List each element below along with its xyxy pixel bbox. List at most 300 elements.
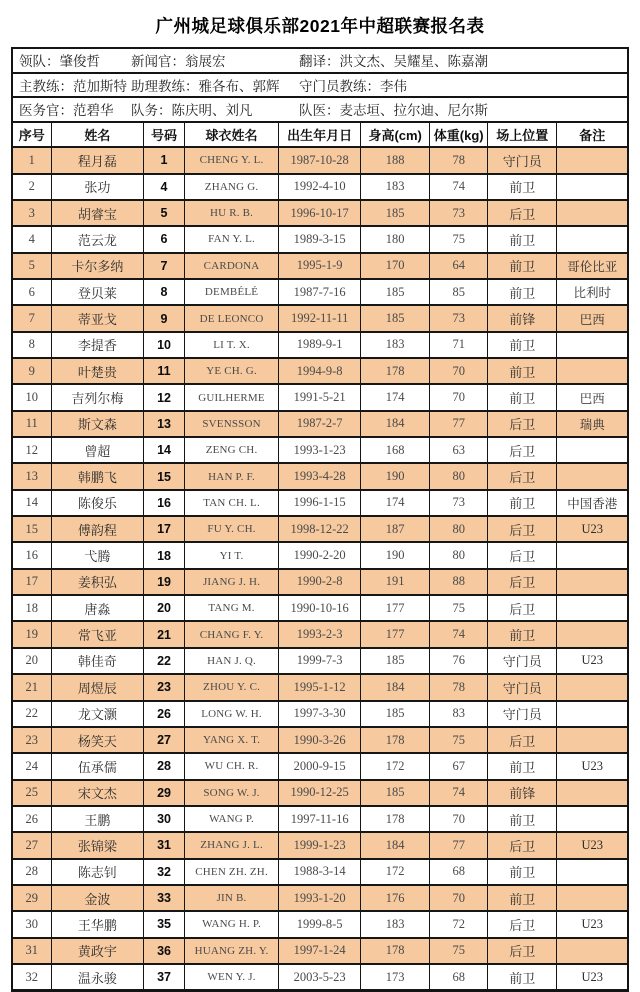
cell-note — [557, 621, 627, 647]
staff-row-3 — [13, 98, 627, 123]
cell-note: 瑞典 — [557, 411, 627, 437]
cell-no: 21 — [13, 674, 51, 700]
cell-name: 龙文灏 — [51, 701, 144, 727]
cell-jersey: TANG M. — [184, 595, 279, 621]
cell-number: 1 — [144, 147, 185, 173]
cell-name: 程月磊 — [51, 147, 144, 173]
cell-number: 20 — [144, 595, 185, 621]
cell-name: 王鹏 — [51, 806, 144, 832]
cell-birth: 1987-2-7 — [279, 411, 361, 437]
cell-jersey: LI T. X. — [184, 332, 279, 358]
cell-jersey: HAN P. F. — [184, 463, 279, 489]
cell-jersey: TAN CH. L. — [184, 490, 279, 516]
cell-height: 172 — [360, 753, 429, 779]
cell-no: 31 — [13, 938, 51, 964]
cell-number: 6 — [144, 226, 185, 252]
cell-position: 后卫 — [488, 911, 557, 937]
cell-position: 前卫 — [488, 384, 557, 410]
cell-jersey: GUILHERME — [184, 384, 279, 410]
cell-birth: 1987-7-16 — [279, 279, 361, 305]
cell-name: 张功 — [51, 174, 144, 200]
cell-jersey: FAN Y. L. — [184, 226, 279, 252]
cell-position: 后卫 — [488, 200, 557, 226]
cell-birth: 1999-7-3 — [279, 648, 361, 674]
cell-no: 17 — [13, 569, 51, 595]
cell-jersey: SONG W. J. — [184, 780, 279, 806]
cell-note: U23 — [557, 911, 627, 937]
cell-weight: 63 — [430, 437, 488, 463]
cell-name: 曾超 — [51, 437, 144, 463]
cell-position: 前卫 — [488, 885, 557, 911]
cell-weight: 80 — [430, 516, 488, 542]
cell-position: 守门员 — [488, 701, 557, 727]
cell-no: 2 — [13, 174, 51, 200]
cell-note: 比利时 — [557, 279, 627, 305]
cell-height: 174 — [360, 384, 429, 410]
page-title: 广州城足球俱乐部2021年中超联赛报名表 — [155, 16, 485, 36]
cell-number: 29 — [144, 780, 185, 806]
cell-number: 15 — [144, 463, 185, 489]
cell-jersey: YI T. — [184, 542, 279, 568]
cell-position: 前卫 — [488, 621, 557, 647]
column-header: 体重(kg) — [430, 123, 488, 148]
cell-no: 24 — [13, 753, 51, 779]
cell-birth: 1993-1-20 — [279, 885, 361, 911]
cell-height: 185 — [360, 279, 429, 305]
cell-number: 17 — [144, 516, 185, 542]
cell-birth: 1997-3-30 — [279, 701, 361, 727]
cell-weight: 70 — [430, 358, 488, 384]
table-row — [13, 964, 627, 990]
cell-name: 韩佳奇 — [51, 648, 144, 674]
cell-jersey: HUANG ZH. Y. — [184, 938, 279, 964]
staff-row-1 — [13, 49, 627, 74]
cell-weight: 68 — [430, 859, 488, 885]
cell-height: 177 — [360, 595, 429, 621]
cell-weight: 76 — [430, 648, 488, 674]
table-row — [13, 569, 627, 595]
cell-jersey: HU R. B. — [184, 200, 279, 226]
staff-entry: 守门员教练：李伟 — [299, 78, 407, 94]
cell-position: 守门员 — [488, 147, 557, 173]
cell-note — [557, 200, 627, 226]
cell-jersey: CARDONA — [184, 253, 279, 279]
cell-name: 斯文森 — [51, 411, 144, 437]
cell-jersey: YE CH. G. — [184, 358, 279, 384]
cell-birth: 1995-1-9 — [279, 253, 361, 279]
cell-name: 李提香 — [51, 332, 144, 358]
cell-note — [557, 463, 627, 489]
cell-name: 陈志钊 — [51, 859, 144, 885]
cell-no: 30 — [13, 911, 51, 937]
cell-name: 蒂亚戈 — [51, 305, 144, 331]
cell-no: 29 — [13, 885, 51, 911]
cell-number: 27 — [144, 727, 185, 753]
table-row — [13, 332, 627, 358]
staff-entry: 医务官：范碧华 — [19, 103, 114, 119]
cell-jersey: WANG P. — [184, 806, 279, 832]
cell-jersey: CHENG Y. L. — [184, 147, 279, 173]
cell-birth: 1999-8-5 — [279, 911, 361, 937]
staff-entry: 队医：麦志垣、拉尔迪、尼尔斯 — [299, 103, 488, 119]
cell-height: 190 — [360, 463, 429, 489]
cell-height: 183 — [360, 332, 429, 358]
cell-jersey: FU Y. CH. — [184, 516, 279, 542]
staff-entry: 助理教练：雅各布、郭辉 — [131, 78, 280, 94]
cell-height: 185 — [360, 648, 429, 674]
cell-name: 吉列尔梅 — [51, 384, 144, 410]
cell-position: 后卫 — [488, 595, 557, 621]
cell-name: 弋腾 — [51, 542, 144, 568]
cell-no: 27 — [13, 832, 51, 858]
cell-height: 178 — [360, 727, 429, 753]
cell-position: 前锋 — [488, 305, 557, 331]
cell-position: 前卫 — [488, 253, 557, 279]
cell-height: 180 — [360, 226, 429, 252]
cell-name: 周煜辰 — [51, 674, 144, 700]
cell-position: 前锋 — [488, 780, 557, 806]
cell-height: 177 — [360, 621, 429, 647]
cell-number: 11 — [144, 358, 185, 384]
cell-weight: 68 — [430, 964, 488, 990]
table-row — [13, 200, 627, 226]
cell-note — [557, 701, 627, 727]
cell-birth: 1987-10-28 — [279, 147, 361, 173]
table-row — [13, 542, 627, 568]
table-row — [13, 859, 627, 885]
cell-height: 185 — [360, 200, 429, 226]
cell-name: 卡尔多纳 — [51, 253, 144, 279]
cell-birth: 1996-10-17 — [279, 200, 361, 226]
cell-weight: 75 — [430, 938, 488, 964]
cell-position: 前卫 — [488, 964, 557, 990]
cell-name: 张锦梁 — [51, 832, 144, 858]
cell-name: 王华鹏 — [51, 911, 144, 937]
cell-height: 174 — [360, 490, 429, 516]
cell-note: U23 — [557, 753, 627, 779]
cell-jersey: CHANG F. Y. — [184, 621, 279, 647]
cell-birth: 1995-1-12 — [279, 674, 361, 700]
cell-birth: 1989-9-1 — [279, 332, 361, 358]
cell-birth: 1992-4-10 — [279, 174, 361, 200]
cell-note: U23 — [557, 832, 627, 858]
cell-no: 11 — [13, 411, 51, 437]
table-row — [13, 516, 627, 542]
cell-number: 7 — [144, 253, 185, 279]
cell-birth: 2003-5-23 — [279, 964, 361, 990]
cell-number: 14 — [144, 437, 185, 463]
column-header: 备注 — [557, 123, 627, 148]
cell-no: 20 — [13, 648, 51, 674]
cell-number: 26 — [144, 701, 185, 727]
table-row — [13, 674, 627, 700]
cell-note: 巴西 — [557, 384, 627, 410]
cell-no: 26 — [13, 806, 51, 832]
cell-birth: 1996-1-15 — [279, 490, 361, 516]
cell-position: 前卫 — [488, 358, 557, 384]
cell-no: 13 — [13, 463, 51, 489]
staff-section — [13, 49, 627, 123]
cell-birth: 2000-9-15 — [279, 753, 361, 779]
cell-note — [557, 885, 627, 911]
table-row — [13, 938, 627, 964]
cell-name: 温永骏 — [51, 964, 144, 990]
cell-name: 范云龙 — [51, 226, 144, 252]
cell-birth: 1994-9-8 — [279, 358, 361, 384]
staff-entry: 主教练：范加斯特 — [19, 78, 127, 94]
staff-entry: 队务：陈庆明、刘凡 — [131, 103, 253, 119]
table-row — [13, 147, 627, 173]
cell-no: 15 — [13, 516, 51, 542]
cell-no: 19 — [13, 621, 51, 647]
cell-weight: 72 — [430, 911, 488, 937]
cell-birth: 1990-10-16 — [279, 595, 361, 621]
cell-number: 13 — [144, 411, 185, 437]
cell-no: 4 — [13, 226, 51, 252]
cell-weight: 70 — [430, 384, 488, 410]
column-header: 球衣姓名 — [184, 123, 279, 148]
cell-birth: 1993-2-3 — [279, 621, 361, 647]
cell-birth: 1999-1-23 — [279, 832, 361, 858]
cell-note — [557, 595, 627, 621]
cell-number: 16 — [144, 490, 185, 516]
cell-jersey: YANG X. T. — [184, 727, 279, 753]
cell-birth: 1991-5-21 — [279, 384, 361, 410]
cell-note: U23 — [557, 964, 627, 990]
cell-weight: 77 — [430, 832, 488, 858]
cell-name: 唐淼 — [51, 595, 144, 621]
table-row — [13, 648, 627, 674]
cell-birth: 1988-3-14 — [279, 859, 361, 885]
table-row — [13, 753, 627, 779]
cell-note — [557, 569, 627, 595]
cell-note — [557, 332, 627, 358]
cell-number: 12 — [144, 384, 185, 410]
cell-birth: 1990-2-8 — [279, 569, 361, 595]
cell-weight: 78 — [430, 674, 488, 700]
cell-weight: 73 — [430, 305, 488, 331]
cell-weight: 78 — [430, 147, 488, 173]
cell-no: 10 — [13, 384, 51, 410]
cell-no: 14 — [13, 490, 51, 516]
cell-name: 常飞亚 — [51, 621, 144, 647]
cell-jersey: ZHOU Y. C. — [184, 674, 279, 700]
cell-number: 9 — [144, 305, 185, 331]
cell-height: 178 — [360, 358, 429, 384]
table-row — [13, 780, 627, 806]
cell-name: 杨笑天 — [51, 727, 144, 753]
cell-no: 3 — [13, 200, 51, 226]
cell-height: 185 — [360, 305, 429, 331]
cell-position: 后卫 — [488, 437, 557, 463]
cell-no: 16 — [13, 542, 51, 568]
cell-position: 守门员 — [488, 648, 557, 674]
cell-name: 姜积弘 — [51, 569, 144, 595]
cell-note: 中国香港 — [557, 490, 627, 516]
cell-number: 23 — [144, 674, 185, 700]
cell-birth: 1993-1-23 — [279, 437, 361, 463]
cell-position: 后卫 — [488, 569, 557, 595]
cell-birth: 1989-3-15 — [279, 226, 361, 252]
cell-number: 35 — [144, 911, 185, 937]
cell-weight: 88 — [430, 569, 488, 595]
table-row — [13, 806, 627, 832]
cell-position: 后卫 — [488, 516, 557, 542]
cell-jersey: CHEN ZH. ZH. — [184, 859, 279, 885]
table-row — [13, 595, 627, 621]
cell-position: 前卫 — [488, 332, 557, 358]
cell-position: 后卫 — [488, 832, 557, 858]
roster-table-frame — [11, 47, 629, 992]
cell-no: 1 — [13, 147, 51, 173]
table-row — [13, 384, 627, 410]
cell-note — [557, 674, 627, 700]
table-row — [13, 885, 627, 911]
cell-no: 28 — [13, 859, 51, 885]
cell-position: 后卫 — [488, 938, 557, 964]
cell-number: 37 — [144, 964, 185, 990]
cell-note — [557, 542, 627, 568]
cell-note — [557, 859, 627, 885]
table-row — [13, 226, 627, 252]
cell-weight: 75 — [430, 727, 488, 753]
header-row — [13, 123, 627, 148]
table-row — [13, 832, 627, 858]
table-row — [13, 701, 627, 727]
cell-birth: 1993-4-28 — [279, 463, 361, 489]
cell-note: U23 — [557, 648, 627, 674]
cell-number: 4 — [144, 174, 185, 200]
table-row — [13, 358, 627, 384]
cell-note — [557, 174, 627, 200]
cell-weight: 74 — [430, 780, 488, 806]
cell-weight: 74 — [430, 621, 488, 647]
cell-name: 陈俊乐 — [51, 490, 144, 516]
column-header: 序号 — [13, 123, 51, 148]
cell-no: 5 — [13, 253, 51, 279]
table-row — [13, 463, 627, 489]
cell-jersey: DEMBÉLÉ — [184, 279, 279, 305]
cell-jersey: WEN Y. J. — [184, 964, 279, 990]
cell-height: 184 — [360, 674, 429, 700]
cell-height: 185 — [360, 780, 429, 806]
cell-weight: 83 — [430, 701, 488, 727]
cell-weight: 77 — [430, 411, 488, 437]
cell-weight: 74 — [430, 174, 488, 200]
cell-position: 后卫 — [488, 542, 557, 568]
cell-name: 叶楚贵 — [51, 358, 144, 384]
cell-jersey: SVENSSON — [184, 411, 279, 437]
cell-number: 10 — [144, 332, 185, 358]
cell-position: 前卫 — [488, 859, 557, 885]
cell-weight: 70 — [430, 885, 488, 911]
cell-weight: 75 — [430, 226, 488, 252]
cell-jersey: DE LEONCO — [184, 305, 279, 331]
cell-height: 176 — [360, 885, 429, 911]
cell-height: 178 — [360, 806, 429, 832]
cell-birth: 1997-1-24 — [279, 938, 361, 964]
cell-height: 190 — [360, 542, 429, 568]
cell-name: 胡睿宝 — [51, 200, 144, 226]
cell-weight: 75 — [430, 595, 488, 621]
table-row — [13, 174, 627, 200]
column-header: 姓名 — [51, 123, 144, 148]
cell-no: 7 — [13, 305, 51, 331]
cell-height: 184 — [360, 411, 429, 437]
cell-height: 185 — [360, 701, 429, 727]
staff-row-2 — [13, 74, 627, 99]
cell-birth: 1998-12-22 — [279, 516, 361, 542]
cell-number: 33 — [144, 885, 185, 911]
cell-name: 傅韵程 — [51, 516, 144, 542]
cell-number: 31 — [144, 832, 185, 858]
cell-number: 21 — [144, 621, 185, 647]
cell-name: 金波 — [51, 885, 144, 911]
cell-number: 32 — [144, 859, 185, 885]
cell-height: 184 — [360, 832, 429, 858]
cell-position: 前卫 — [488, 279, 557, 305]
cell-name: 宋文杰 — [51, 780, 144, 806]
cell-name: 登贝莱 — [51, 279, 144, 305]
cell-jersey: LONG W. H. — [184, 701, 279, 727]
cell-weight: 73 — [430, 490, 488, 516]
cell-number: 36 — [144, 938, 185, 964]
cell-position: 前卫 — [488, 226, 557, 252]
cell-weight: 73 — [430, 200, 488, 226]
cell-position: 守门员 — [488, 674, 557, 700]
cell-number: 22 — [144, 648, 185, 674]
cell-height: 173 — [360, 964, 429, 990]
column-header: 号码 — [144, 123, 185, 148]
cell-name: 韩鹏飞 — [51, 463, 144, 489]
table-row — [13, 727, 627, 753]
cell-birth: 1992-11-11 — [279, 305, 361, 331]
cell-jersey: WANG H. P. — [184, 911, 279, 937]
cell-note — [557, 806, 627, 832]
cell-no: 23 — [13, 727, 51, 753]
cell-jersey: JIANG J. H. — [184, 569, 279, 595]
cell-number: 30 — [144, 806, 185, 832]
cell-weight: 85 — [430, 279, 488, 305]
cell-no: 32 — [13, 964, 51, 990]
cell-note: 巴西 — [557, 305, 627, 331]
cell-birth: 1990-12-25 — [279, 780, 361, 806]
cell-note — [557, 358, 627, 384]
cell-height: 191 — [360, 569, 429, 595]
cell-jersey: WU CH. R. — [184, 753, 279, 779]
cell-height: 178 — [360, 938, 429, 964]
cell-note — [557, 780, 627, 806]
cell-jersey: HAN J. Q. — [184, 648, 279, 674]
cell-height: 187 — [360, 516, 429, 542]
table-row — [13, 437, 627, 463]
cell-weight: 71 — [430, 332, 488, 358]
cell-position: 后卫 — [488, 411, 557, 437]
cell-note — [557, 437, 627, 463]
cell-weight: 67 — [430, 753, 488, 779]
cell-height: 172 — [360, 859, 429, 885]
cell-note — [557, 226, 627, 252]
table-row — [13, 490, 627, 516]
cell-number: 19 — [144, 569, 185, 595]
cell-height: 183 — [360, 174, 429, 200]
table-row — [13, 621, 627, 647]
cell-no: 12 — [13, 437, 51, 463]
cell-weight: 80 — [430, 542, 488, 568]
cell-number: 8 — [144, 279, 185, 305]
table-row — [13, 305, 627, 331]
staff-entry: 翻译：洪文杰、吴耀星、陈嘉潮 — [299, 54, 488, 70]
